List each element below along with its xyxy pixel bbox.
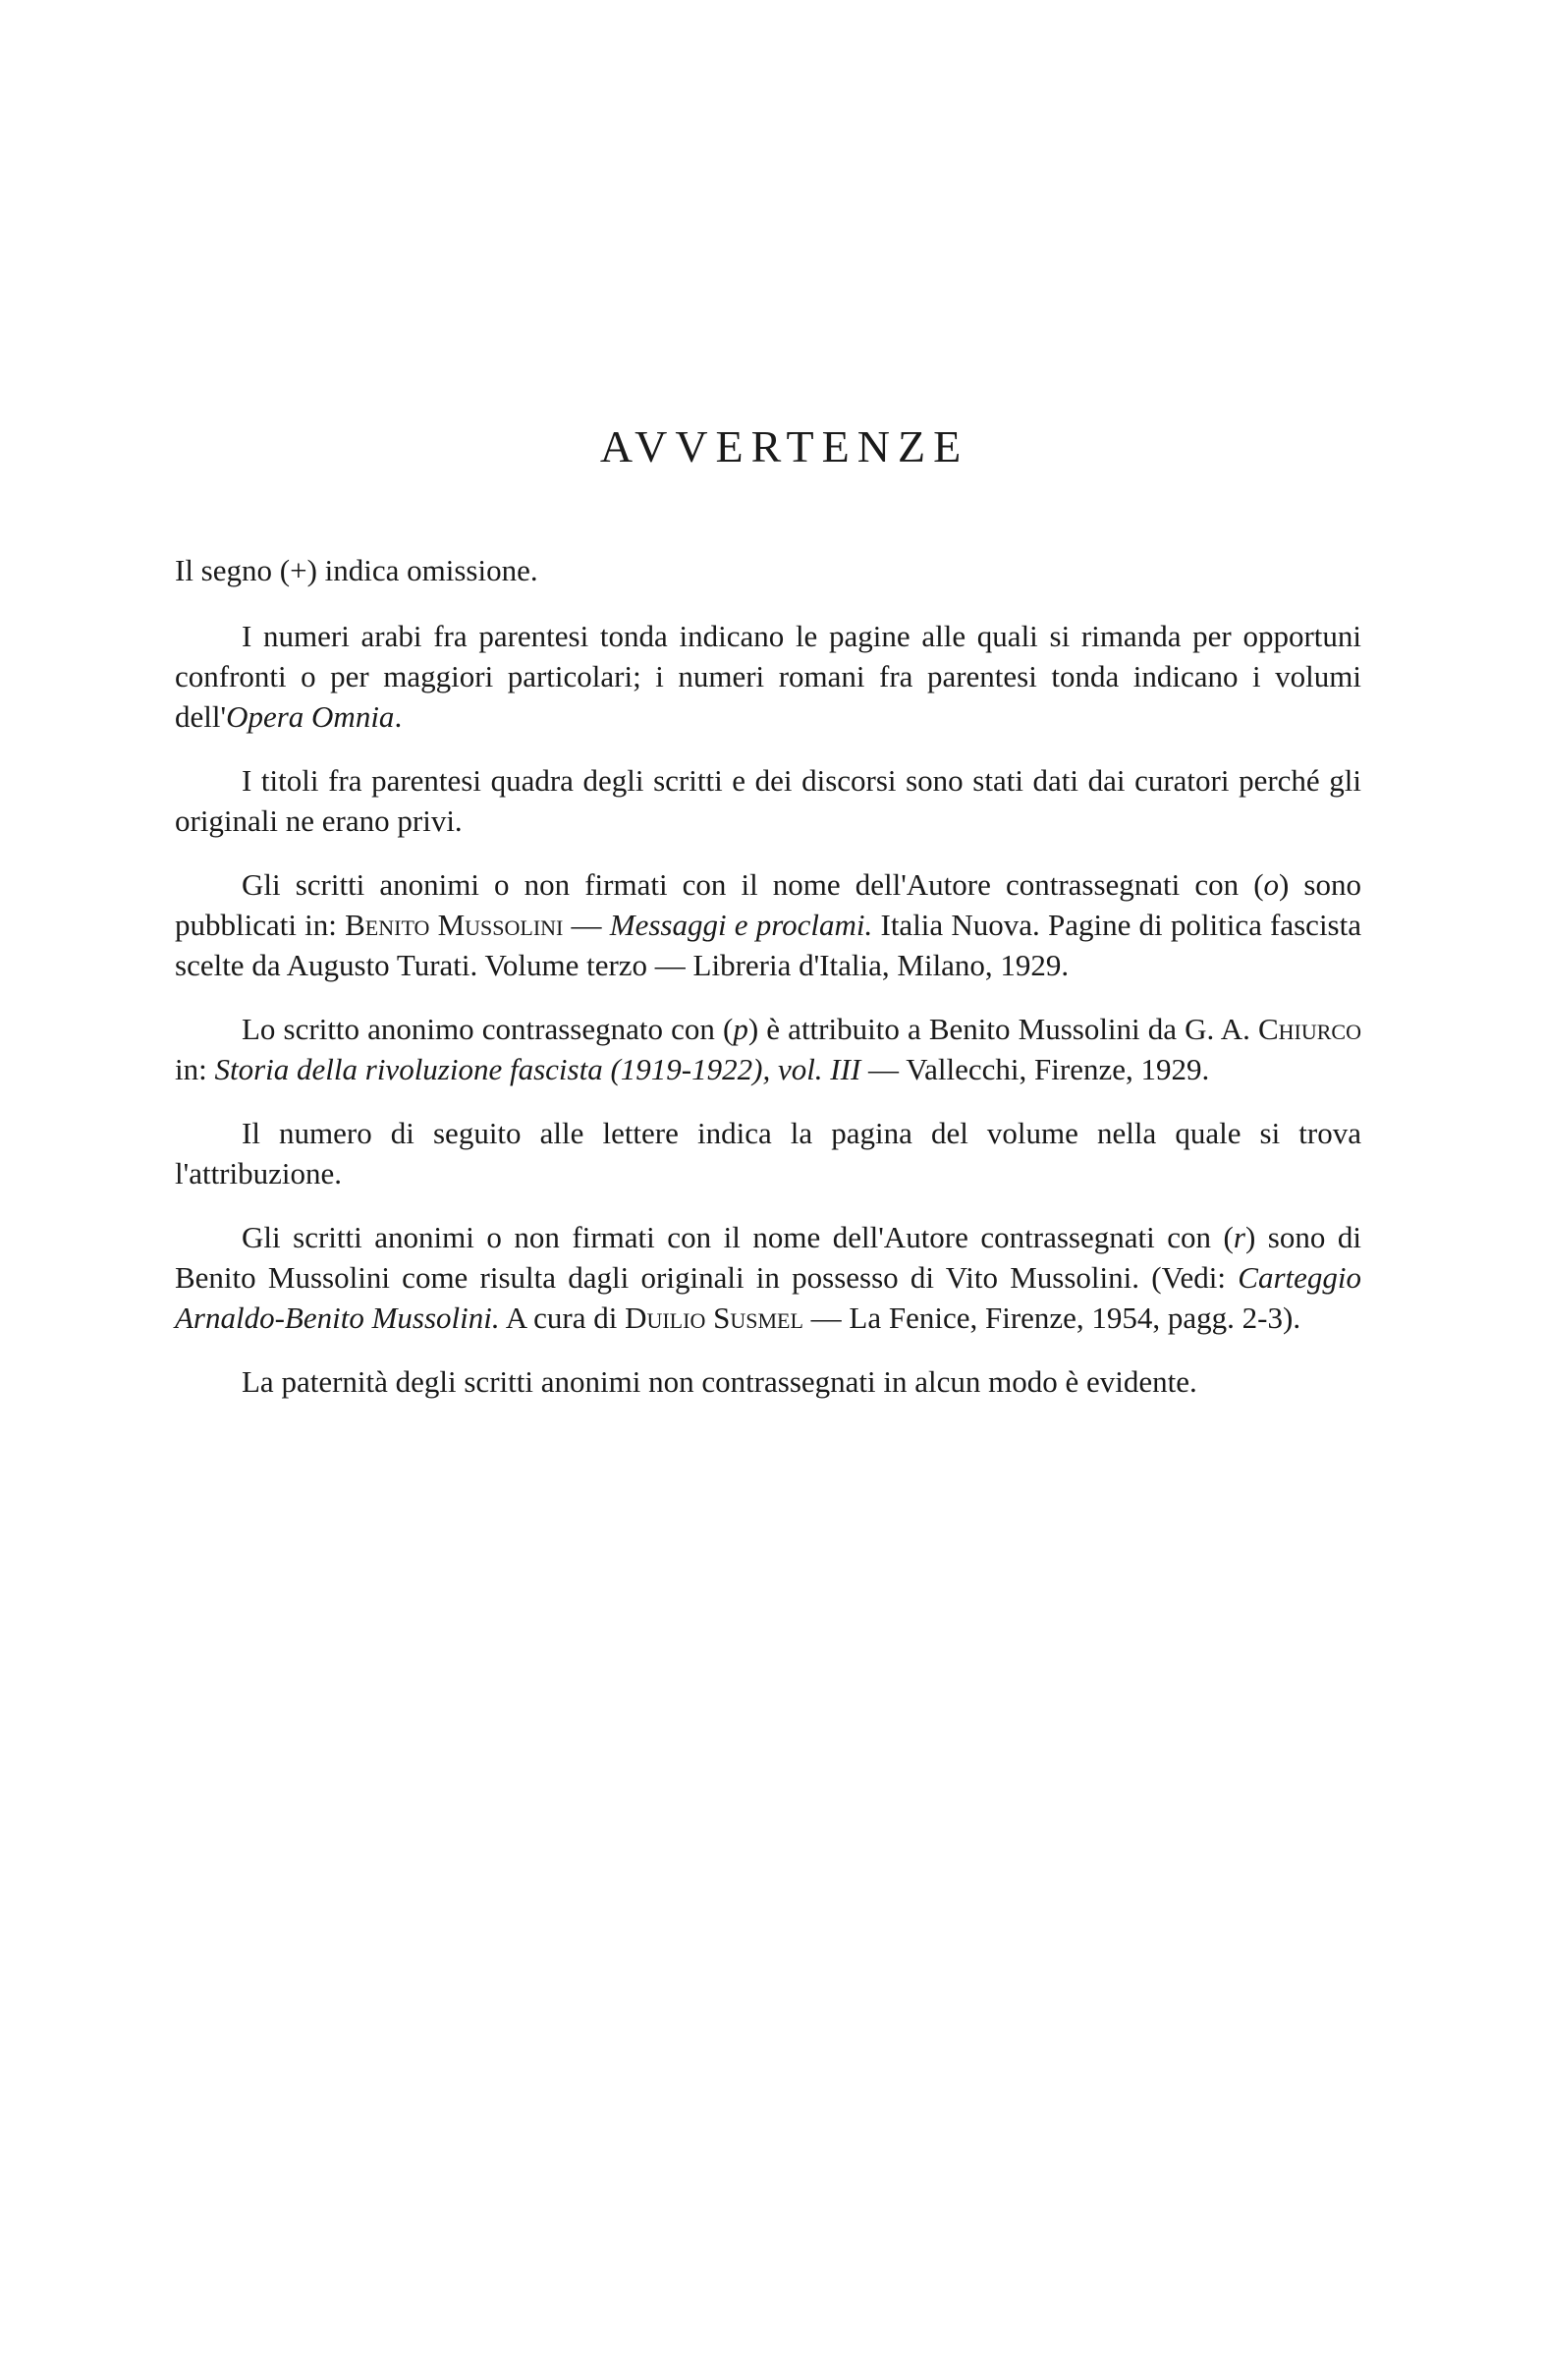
notes-body	[175, 550, 1361, 1425]
paragraph-omission-sign: Il segno (+) indica omissione.	[175, 553, 538, 587]
work-title-storia: Storia della rivoluzione fascista (1919-1922), vol. III	[214, 1052, 861, 1086]
work-title-messaggi: Messaggi e proclami.	[609, 908, 873, 942]
paragraph-arabic-roman-numbers: I numeri arabi fra parentesi tonda indicano le pagine alle quali si rimanda per opportuni confronti o per maggiori particolari; i numeri romani fra parentesi tonda indicano i volumi dell'Opera Omnia.	[175, 619, 1361, 734]
paragraph-page-number: Il numero di seguito alle lettere indica la pagina del volume nella quale si trova l'attribuzione.	[175, 1116, 1361, 1190]
work-title-opera-omnia: Opera Omnia	[226, 699, 395, 734]
paragraph-square-brackets: I titoli fra parentesi quadra degli scritti e dei discorsi sono stati dati dai curatori perché gli originali ne erano privi.	[175, 763, 1361, 838]
author-name: Duilio Susmel	[625, 1301, 803, 1335]
author-name: Benito Mussolini	[345, 908, 564, 942]
work-title-carteggio: Carteggio Arnaldo-Benito Mussolini.	[175, 1260, 1361, 1335]
paragraph-mark-r: Gli scritti anonimi o non firmati con il nome dell'Autore contrassegnati con (r) sono di Benito Mussolini come risulta dagli originali in possesso di Vito Mussolini. (Vedi: Carteggio Arnaldo-Benito Mussolini. A cura di Duilio Susmel — La Fenice, Firenze, 1954, pagg. 2-3).	[175, 1220, 1361, 1335]
paragraph-mark-p: Lo scritto anonimo contrassegnato con (p) è attribuito a Benito Mussolini da G. A. Chiurco in: Storia della rivoluzione fascista (1919-1922), vol. III — Vallecchi, Firenze, 1929.	[175, 1012, 1361, 1086]
paragraph-mark-o: Gli scritti anonimi o non firmati con il nome dell'Autore contrassegnati con (o) sono pubblicati in: Benito Mussolini — Messaggi e proclami. Italia Nuova. Pagine di politica fascista scelte da Augusto Turati. Volume terzo — Libreria d'Italia, Milano, 1929.	[175, 867, 1361, 982]
author-name: Chiurco	[1257, 1012, 1361, 1046]
paragraph-unmarked: La paternità degli scritti anonimi non contrassegnati in alcun modo è evidente.	[242, 1364, 1197, 1399]
page-title: AVVERTENZE	[599, 421, 969, 471]
